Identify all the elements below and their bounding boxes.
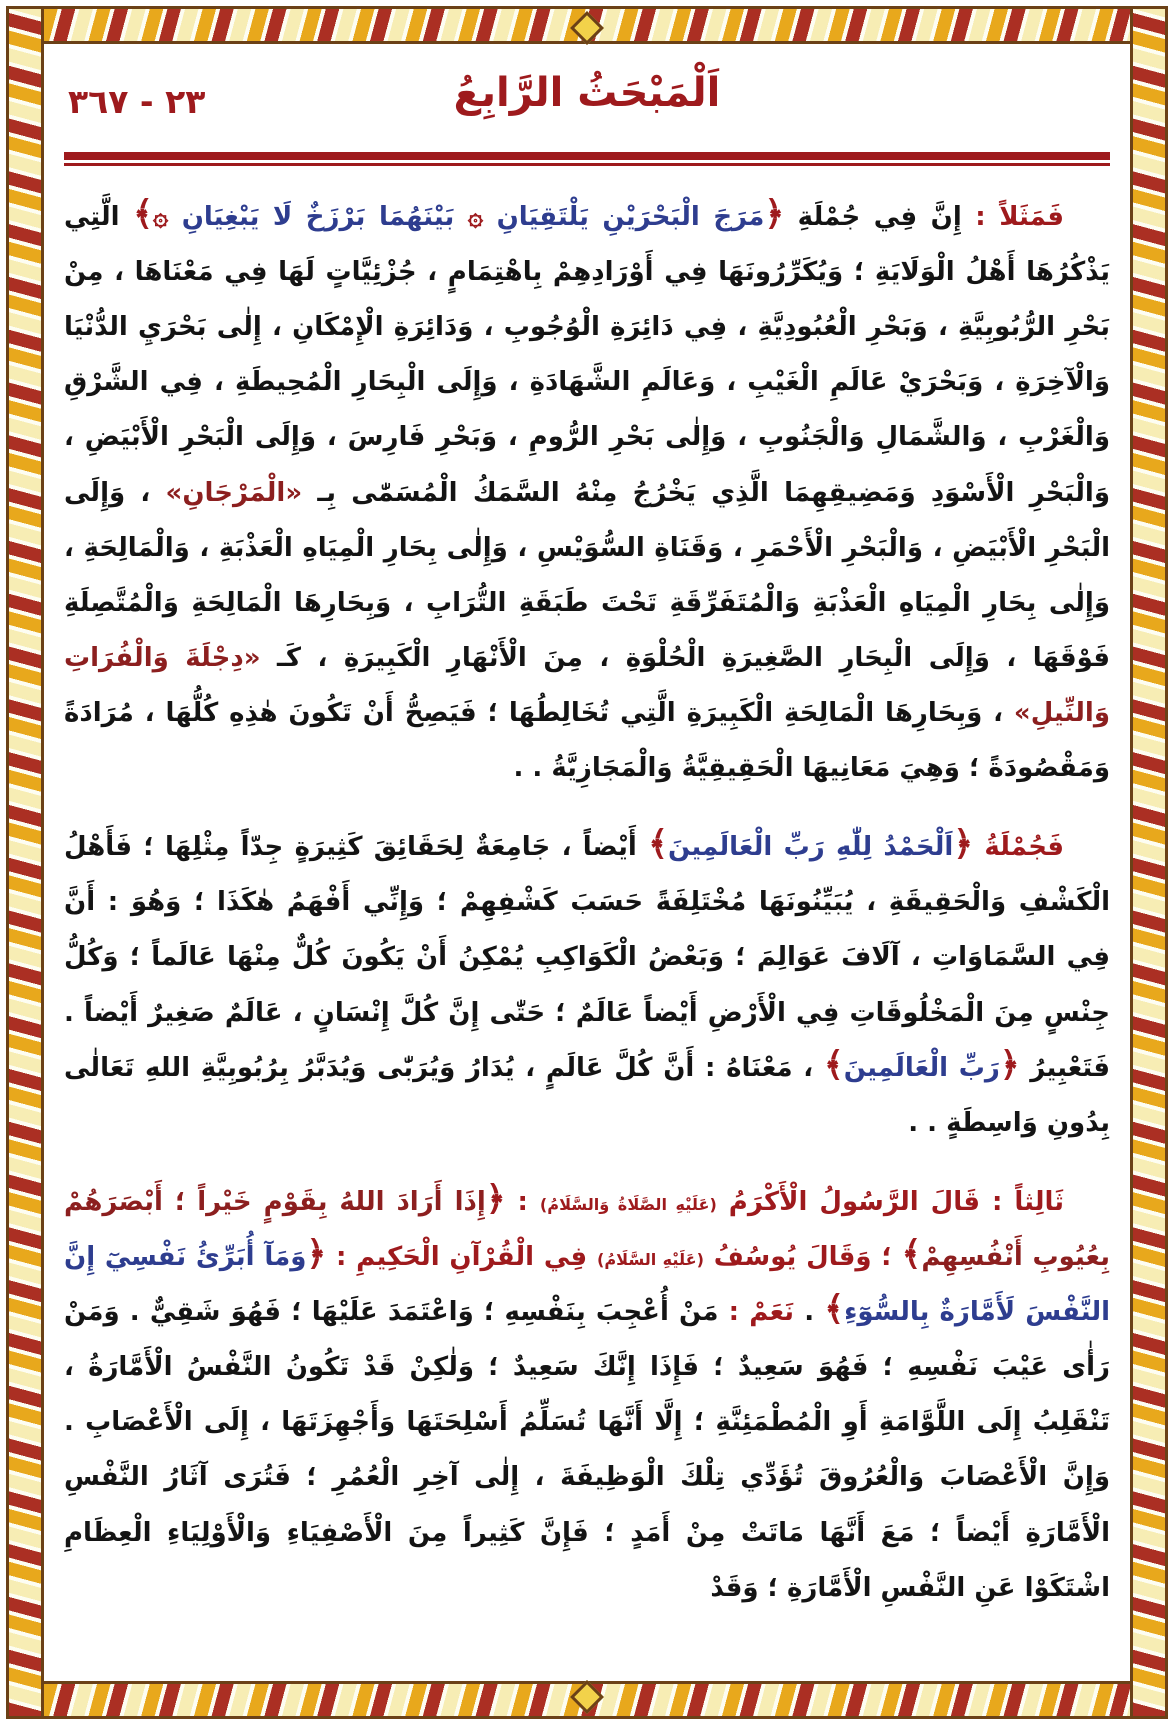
quran-bracket: ﴿ xyxy=(999,1044,1020,1084)
border-right xyxy=(1130,6,1168,1719)
page-content xyxy=(54,62,1111,1640)
quran-bracket: ﴿ xyxy=(764,194,785,233)
quran-bracket: ﴾ xyxy=(133,194,153,233)
salutation-seal: (عَلَيْهِ السَّلَامُ) xyxy=(596,1249,704,1269)
quran-bracket: ﴾ xyxy=(648,824,668,864)
body-run: ، وَبِحَارِهَا الْمَالِحَةِ الْكَبِيرَةِ الَّتِي تُخَالِطُهَا ؛ فَيَصِحُّ أَنْ تَكُونَ هٰذِهِ كُلُّهَا ، مُرَادَةً وَمَقْصُودَةً ؛ وَهِيَ مَعَانِيهَا الْحَقِيقِيَّةُ وَالْمَجَازِيَّةُ . . xyxy=(54,697,1110,784)
quran-quote-text: بَيْنَهُمَا بَرْزَخٌ لَا يَبْغِيَانِ xyxy=(168,202,468,232)
salutation-seal: (عَلَيْهِ الصَّلَاةُ وَالسَّلَامُ) xyxy=(539,1194,717,1214)
header-rule-thin xyxy=(64,163,1110,166)
paragraph xyxy=(54,820,1111,1151)
quran-bracket: ﴾ xyxy=(823,1044,844,1084)
quran-quote-text: رَبِّ الْعَالَمِينَ xyxy=(843,1052,1000,1083)
red-quoted-name: إِذَا أَرَادَ اللهُ بِقَوْمٍ خَيْراً ؛ أَبْصَرَهُمْ بِعُيُوبِ أَنْفُسِهِمْ xyxy=(54,1186,1110,1272)
red-heading-text: ثَالِثاً : قَالَ الرَّسُولُ الْأَكْرَمُ xyxy=(716,1186,1064,1217)
quran-quote-text: اَلْحَمْدُ لِلّٰهِ رَبِّ الْعَالَمِينَ xyxy=(667,832,954,863)
page-header xyxy=(64,62,1110,146)
quran-bracket: ﴾ xyxy=(901,1233,922,1273)
page-number-label: ٢٣ - ٣٦٧ xyxy=(68,82,206,121)
red-quoted-name: «الْمَرْجَانِ» xyxy=(165,477,303,508)
quran-bracket: ﴾ xyxy=(824,1289,845,1329)
quran-bracket: ﴿ xyxy=(306,1233,327,1273)
body-run: . xyxy=(794,1297,825,1328)
page-title: اَلْمَبْحَثُ الرَّابِعُ xyxy=(453,70,721,116)
red-heading-text: فَجُمْلَةُ xyxy=(973,832,1064,863)
quran-bracket: ﴿ xyxy=(953,824,974,864)
body-run: إِنَّ فِي جُمْلَةِ xyxy=(784,202,962,232)
red-heading-text: ؛ وَقَالَ يُوسُفُ xyxy=(703,1241,902,1272)
body-text xyxy=(54,190,1111,1616)
body-run: مَنْ أُعْجِبَ بِنَفْسِهِ ؛ وَاعْتَمَدَ عَلَيْهَا ؛ فَهُوَ شَقِيٌّ . وَمَنْ رَأٰى عَيْبَ نَفْسِهِ ؛ فَهُوَ سَعِيدٌ ؛ فَإِذَا إِنَّكَ سَعِيدٌ ؛ وَلٰكِنْ قَدْ تَكُونُ النَّفْسُ الْأَمَّارَةُ ، تَنْقَلِبُ إِلَى اللَّوَّامَةِ أَوِ الْمُطْمَئِنَّةِ ؛ إِلَّا أَنَّهَا تُسَلِّمُ أَسْلِحَتَهَا وَأَجْهِزَتَهَا ، إِلَى الْأَعْصَابِ . وَإِنَّ الْأَعْصَابَ وَالْعُرُوقَ تُؤَدِّي تِلْكَ الْوَظِيفَةَ ، إِلٰى آخِرِ الْعُمُرِ ؛ فَتُرَى آثَارُ النَّفْسِ الْأَمَّارَةِ أَيْضاً ؛ مَعَ أَنَّهَا مَاتَتْ مِنْ أَمَدٍ ؛ فَإِنَّ كَثِيراً مِنَ الْأَصْفِيَاءِ وَالْأَوْلِيَاءِ الْعِظَامِ اشْتَكَوْا عَنِ النَّفْسِ الْأَمَّارَةِ ؛ وَقَدْ xyxy=(54,1297,1110,1603)
ayah-separator-icon: ۞ xyxy=(152,202,169,232)
body-run: ، مَعْنَاهُ : أَنَّ كُلَّ عَالَمٍ ، يُدَارُ وَيُرَبّٰى وَيُدَبَّرُ بِرُبُوبِيَّةِ اللهِ تَعَالٰى بِدُونِ وَاسِطَةٍ . . xyxy=(54,1052,1110,1138)
border-left xyxy=(6,6,44,1719)
body-run: ، وَإِلَى الْبَحْرِ الْأَبْيَضِ ، وَالْبَحْرِ الْأَحْمَرِ ، وَقَنَاةِ السُّوَيْسِ ، وَإِلٰى بِحَارِ الْمِيَاهِ الْعَذْبَةِ ، وَالْمَالِحَةِ ، وَإِلٰى بِحَارِ الْمِيَاهِ الْعَذْبَةِ وَالْمُتَفَرِّقَةِ تَحْتَ طَبَقَةِ التُّرَابِ ، وَبِحَارِهَا الْمَالِحَةِ وَالْمُتَّصِلَةِ فَوْقَهَا ، وَإِلَى الْبِحَارِ الصَّغِيرَةِ الْحُلْوَةِ ، مِنَ الْأَنْهَارِ الْكَبِيرَةِ ، كَـ xyxy=(54,477,1110,673)
red-heading-text: نَعَمْ : xyxy=(718,1297,795,1328)
paragraph xyxy=(54,190,1110,796)
red-quoted-name: «دِجْلَةَ وَالْفُرَاتِ وَالنِّيلِ» xyxy=(54,642,1110,728)
ayah-separator-icon: ۞ xyxy=(467,202,484,232)
body-run: الَّتِي يَذْكُرُهَا أَهْلُ الْوَلَايَةِ ؛ وَيُكَرِّرُونَهَا فِي أَوْرَادِهِمْ بِاهْتِمَامٍ ، جُزْئِيَّاتٍ لَهَا فِي مَعْنَاهَا ، مِنْ بَحْرِ الرُّبُوبِيَّةِ ، وَبَحْرِ الْعُبُودِيَّةِ ، فِي دَائِرَةِ الْوُجُوبِ ، وَدَائِرَةِ الْإِمْكَانِ ، إِلٰى بَحْرَيِ الدُّنْيَا وَالْآخِرَةِ ، وَبَحْرَيْ عَالَمِ الْغَيْبِ ، وَعَالَمِ الشَّهَادَةِ ، وَإِلَى الْبِحَارِ الْمُحِيطَةِ ، فِي الشَّرْقِ وَالْغَرْبِ ، وَالشَّمَالِ وَالْجَنُوبِ ، وَإِلٰى بَحْرِ الرُّومِ ، وَبَحْرِ فَارِسَ ، وَإِلَى الْبَحْرِ الْأَبْيَضِ ، وَالْبَحْرِ الْأَسْوَدِ وَمَضِيقِهِمَا الَّذِي يَخْرُجُ مِنْهُ السَّمَكُ الْمُسَمّٰى بِـ xyxy=(54,202,1110,508)
header-rule-thick xyxy=(64,152,1110,160)
paragraph xyxy=(54,1175,1111,1616)
red-heading-text: فِي الْقُرْآنِ الْحَكِيمِ : xyxy=(326,1241,597,1272)
quran-quote-text: وَمَآ أُبَرِّئُ نَفْسِيٓ إِنَّ النَّفْسَ لَأَمَّارَةٌ بِالسُّوٓءِ xyxy=(54,1241,1111,1328)
quran-quote-text: مَرَجَ الْبَحْرَيْنِ يَلْتَقِيَانِ xyxy=(483,202,765,232)
red-heading-text: : xyxy=(505,1186,540,1217)
body-run: أَيْضاً ، جَامِعَةٌ لِحَقَائِقَ كَثِيرَةٍ جِدّاً مِثْلِهَا ؛ فَأَهْلُ الْكَشْفِ وَالْحَقِيقَةِ ، يُبَيِّنُونَهَا مُخْتَلِفَةً حَسَبَ كَشْفِهِمْ ؛ وَإِنِّي أَفْهَمُ هٰكَذَا ؛ وَهُوَ : أَنَّ فِي السَّمَاوَاتِ ، آلَافَ عَوَالِمَ ؛ وَبَعْضُ الْكَوَاكِبِ يُمْكِنُ أَنْ يَكُونَ كُلٌّ مِنْهَا عَالَماً ؛ وَكُلُّ جِنْسٍ مِنَ الْمَخْلُوقَاتِ فِي الْأَرْضِ أَيْضاً عَالَمٌ ؛ حَتّٰى إِنَّ كُلَّ إِنْسَانٍ ، عَالَمٌ صَغِيرٌ أَيْضاً . فَتَعْبِيرُ xyxy=(54,832,1111,1083)
red-heading-text: فَمَثَلاً : xyxy=(961,202,1065,232)
quran-bracket: ﴿ xyxy=(485,1178,506,1218)
